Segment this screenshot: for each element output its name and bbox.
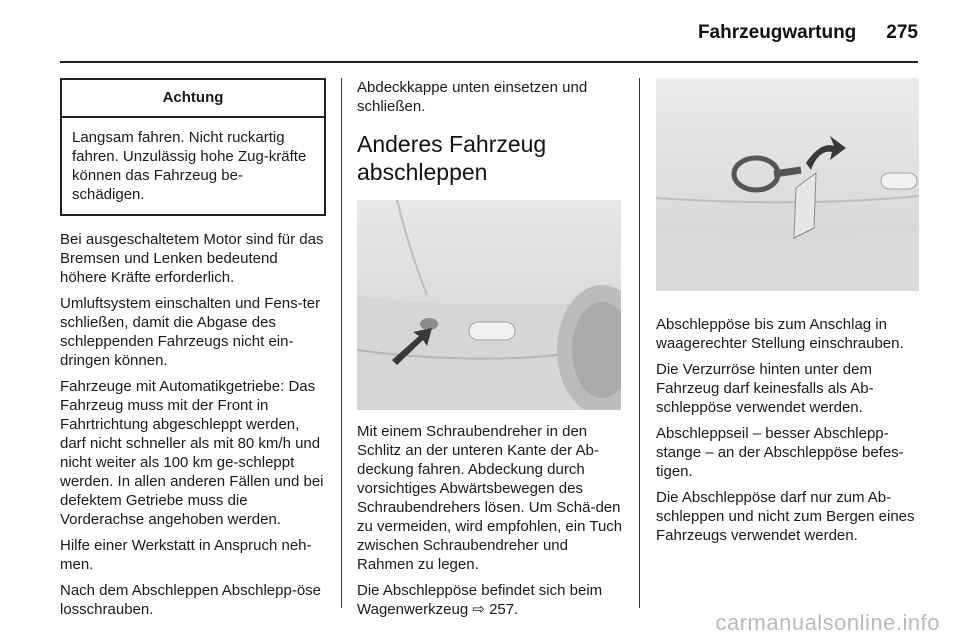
- watermark: carmanualsonline.info: [715, 610, 940, 635]
- warning-box: [60, 78, 326, 216]
- paragraph: Bei ausgeschaltetem Motor sind für das Bremsen und Lenken bedeutend höhere Kräfte erforderlich.: [60, 231, 324, 286]
- warning-text: Langsam fahren. Nicht ruckartig fahren. Unzulässig hohe Zug-kräfte können das Fahrzeug be-schädigen.: [72, 129, 307, 203]
- column-divider-1: [341, 78, 342, 608]
- header-divider: [60, 61, 918, 63]
- paragraph: Mit einem Schraubendreher in den Schlitz an der unteren Kante der Ab-deckung fahren. Abdeckung durch vorsichtiges Abwärtsbewegen des Schraubendrehers lösen. Um Schä-den zu vermeiden, wird empfohlen, ein Tuch zwischen Schraubendreher und Rahmen zu legen.: [357, 423, 623, 573]
- paragraph: Die Abschleppöse darf nur zum Ab-schleppen und nicht zum Bergen eines Fahrzeugs verwendet werden.: [656, 489, 915, 544]
- towing-eye-illustration: [656, 78, 919, 291]
- bumper-cover-illustration: [357, 200, 621, 410]
- warning-title: Achtung: [62, 80, 324, 118]
- paragraph: Abdeckkappe unten einsetzen und schließen.: [357, 79, 588, 115]
- column-divider-2: [639, 78, 640, 608]
- paragraph: Abschleppseil – besser Abschlepp-stange – an der Abschleppöse befes-tigen.: [656, 425, 904, 480]
- section-heading: Anderes Fahrzeug abschleppen: [357, 131, 547, 185]
- paragraph: Die Verzurröse hinten unter dem Fahrzeug darf keinesfalls als Ab-schleppöse verwendet werden.: [656, 361, 874, 416]
- column-left: [60, 78, 326, 626]
- page-header: [60, 18, 918, 48]
- paragraph: Umluftsystem einschalten und Fens-ter schließen, damit die Abgase des schleppenden Fahrzeugs nicht ein-dringen können.: [60, 295, 321, 369]
- paragraph: Fahrzeuge mit Automatikgetriebe: Das Fahrzeug muss mit der Front in Fahrtrichtung abgeschleppt werden, darf nicht schneller als mit 80 km/h und nicht weiter als 100 km ge-schleppt werden. In allen anderen Fällen und bei defektem Getriebe muss die Vorderachse angehoben werden.: [60, 378, 324, 528]
- page-number: 275: [886, 22, 918, 43]
- paragraph: Nach dem Abschleppen Abschlepp-öse losschrauben.: [60, 582, 322, 618]
- section-title: Fahrzeugwartung: [697, 22, 857, 43]
- paragraph: Abschleppöse bis zum Anschlag in waagerechter Stellung einschrauben.: [656, 316, 904, 352]
- column-middle: [357, 78, 623, 626]
- column-right: [656, 78, 921, 552]
- paragraph: Die Abschleppöse befindet sich beim Wagenwerkzeug ⇨ 257.: [357, 582, 603, 618]
- paragraph: Hilfe einer Werkstatt in Anspruch neh-men.: [60, 537, 312, 573]
